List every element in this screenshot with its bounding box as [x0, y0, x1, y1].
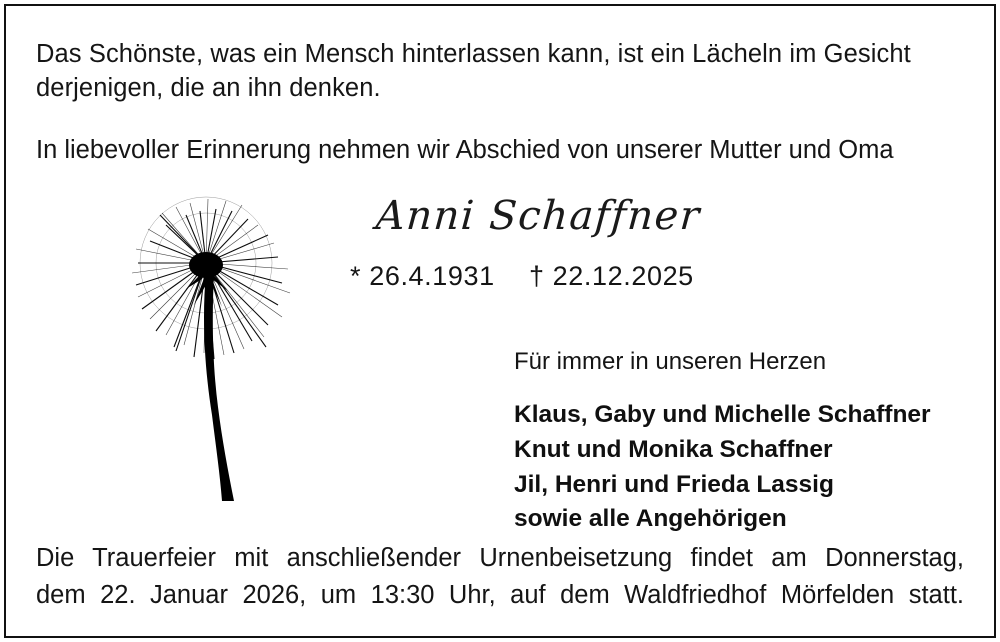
- birth-date: * 26.4.1931: [350, 260, 495, 291]
- ceremony-line-2: dem 22. Januar 2026, um 13:30 Uhr, auf dem Waldfriedhof Mörfelden statt.: [36, 580, 964, 609]
- family-list: [514, 398, 996, 537]
- ceremony-details: [36, 541, 964, 612]
- family-line: sowie alle Angehörigen: [514, 505, 787, 533]
- dandelion-icon: [116, 185, 356, 505]
- ceremony-line-1: Die Trauerfeier mit anschließender Urnenbeisetzung findet am Donnerstag,: [36, 544, 964, 573]
- life-dates: [350, 261, 996, 292]
- farewell-text: Für immer in unseren Herzen: [514, 347, 827, 375]
- family-line: Knut und Monika Schaffner: [514, 435, 833, 463]
- family-line: Klaus, Gaby und Michelle Schaffner: [514, 400, 931, 428]
- name-block: [336, 193, 996, 537]
- memorial-quote: [36, 38, 964, 106]
- deceased-name: Anni Schaffner: [374, 192, 703, 239]
- memorial-quote-line-2: derjenigen, die an ihn denken.: [36, 73, 381, 102]
- middle-section: [36, 192, 964, 533]
- family-line: Jil, Henri und Frieda Lassig: [514, 470, 834, 498]
- intro-text: In liebevoller Erinnerung nehmen wir Abschied von unserer Mutter und Oma: [36, 135, 894, 164]
- death-date: † 22.12.2025: [528, 260, 694, 291]
- memorial-quote-line-1: Das Schönste, was ein Mensch hinterlassen kann, ist ein Lächeln im Gesicht: [36, 40, 911, 68]
